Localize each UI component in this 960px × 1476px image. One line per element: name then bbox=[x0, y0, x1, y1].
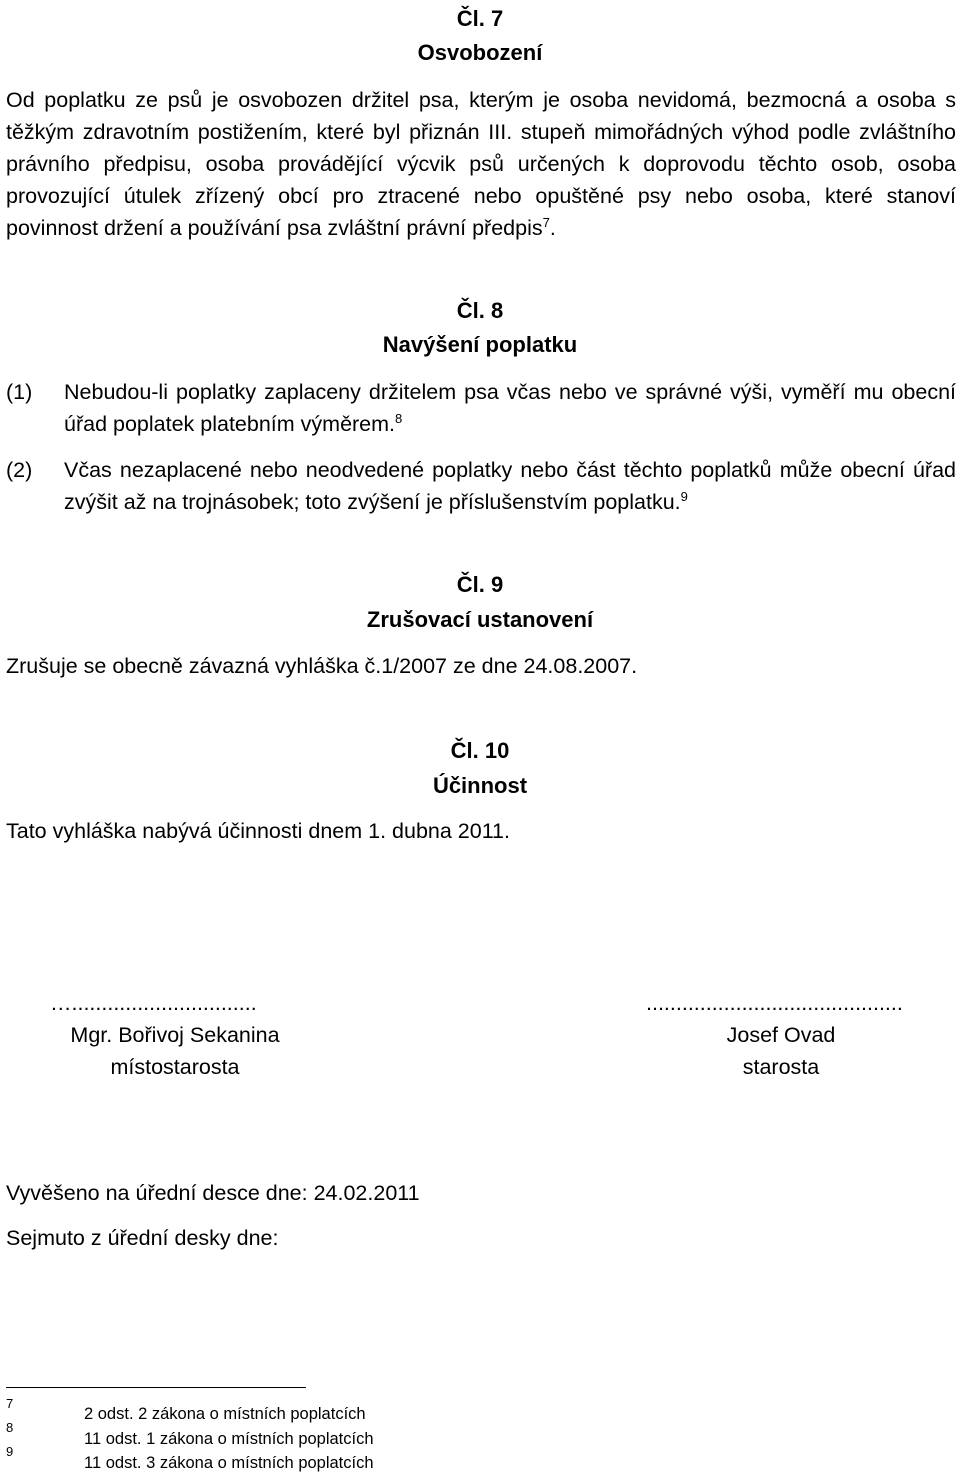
article-9-text: Zrušuje se obecně závazná vyhláška č.1/2007 ze dne 24.08.2007. bbox=[6, 654, 638, 678]
signatory-name: Mgr. Bořivoj Sekanina bbox=[70, 1023, 280, 1047]
signature-line: ........................................... bbox=[646, 991, 903, 1015]
footnote-ref-9: 9 bbox=[680, 488, 688, 504]
article-8-title: Navýšení poplatku bbox=[382, 332, 578, 357]
footnote-text: 11 odst. 1 zákona o místních poplatcích bbox=[84, 1430, 374, 1448]
posted-date: Vyvěšeno na úřední desce dne: 24.02.2011 bbox=[6, 1181, 420, 1205]
signatory-role: starosta bbox=[742, 1055, 820, 1079]
signatory-role: místostarosta bbox=[110, 1055, 240, 1079]
item-text bbox=[64, 376, 956, 440]
signature-mayor bbox=[616, 987, 946, 1083]
signatory-name: Josef Ovad bbox=[726, 1023, 836, 1047]
footnote-text: 11 odst. 3 zákona o místních poplatcích bbox=[84, 1454, 374, 1472]
footnote-number: 8 bbox=[6, 1420, 14, 1435]
item-body: Nebudou-li poplatky zaplaceny držitelem psa včas nebo ve správné výši, vyměří mu obecní úřad poplatek platebním výměrem. bbox=[64, 380, 956, 436]
signature-deputy-mayor bbox=[10, 987, 340, 1083]
article-7-body: Od poplatku ze psů je osvobozen držitel psa, kterým je osoba nevidomá, bezmocná a osoba s těžkým zdravotním postižením, které byl přiznán III. stupeň mimořádných výhod podle zvláštního právního předpisu, osoba provádějící výcvik psů určených k doprovodu těchto osob, osoba provozující útulek zřízený obcí pro ztracené nebo opuštěné psy nebo osoba, které stanoví povinnost držení a používání psa zvláštní právní předpis bbox=[6, 88, 956, 240]
article-7-end: . bbox=[549, 216, 556, 240]
removed-date: Sejmuto z úřední desky dne: bbox=[6, 1226, 279, 1250]
article-10-number: Čl. 10 bbox=[450, 738, 510, 763]
article-10-title: Účinnost bbox=[432, 773, 528, 798]
item-number: (1) bbox=[6, 380, 33, 404]
footnote-divider bbox=[6, 1387, 306, 1388]
article-9-number: Čl. 9 bbox=[456, 572, 504, 597]
article-9-title: Zrušovací ustanovení bbox=[366, 607, 594, 632]
article-7-number: Čl. 7 bbox=[456, 6, 504, 31]
article-7-title: Osvobození bbox=[417, 40, 543, 65]
item-number: (2) bbox=[6, 458, 33, 482]
footnote-ref-7: 7 bbox=[542, 214, 550, 230]
footnote-ref-8: 8 bbox=[395, 410, 403, 426]
article-10-text: Tato vyhláška nabývá účinnosti dnem 1. dubna 2011. bbox=[6, 819, 510, 843]
item-text bbox=[64, 454, 956, 518]
article-7-text bbox=[6, 84, 956, 244]
article-8-number: Čl. 8 bbox=[456, 298, 504, 323]
signature-line: …............................... bbox=[50, 991, 257, 1015]
footnote-number: 9 bbox=[6, 1444, 14, 1459]
item-body: Včas nezaplacené nebo neodvedené poplatky nebo část těchto poplatků může obecní úřad zvýšit až na trojnásobek; toto zvýšení je příslušenstvím poplatku. bbox=[64, 458, 956, 514]
footnote-number: 7 bbox=[6, 1396, 14, 1411]
footnote-text: 2 odst. 2 zákona o místních poplatcích bbox=[84, 1405, 366, 1423]
